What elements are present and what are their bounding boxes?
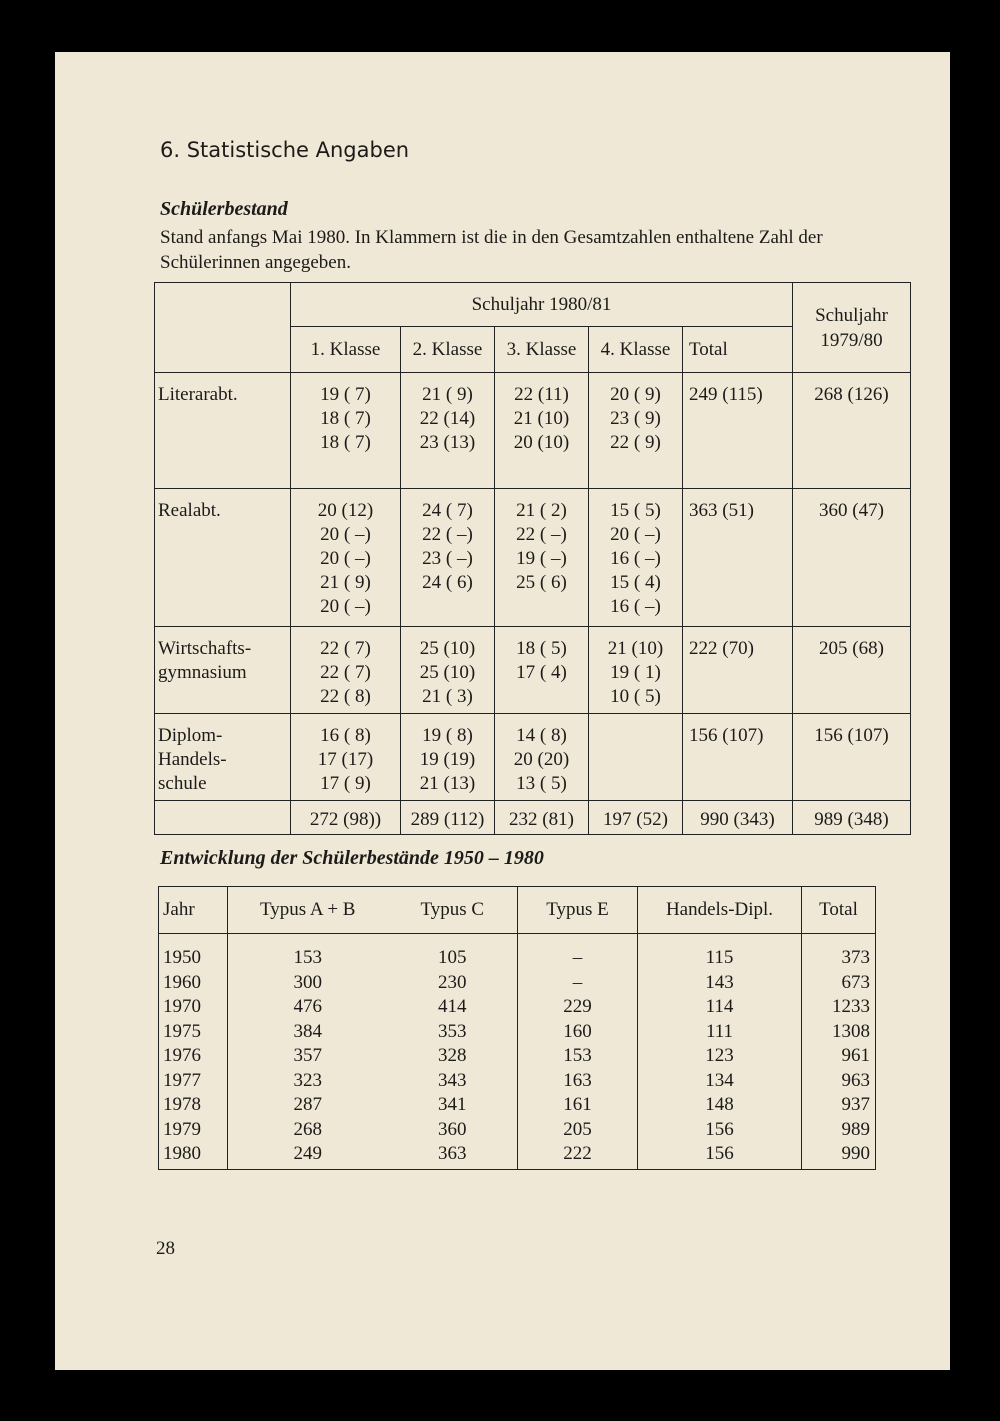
totals-label-cell: [155, 801, 291, 835]
document-page: [55, 52, 950, 1370]
col-header: Typus E: [518, 887, 638, 934]
cell-value: 22 ( 7): [320, 638, 371, 659]
value-cell: 353: [388, 1020, 518, 1045]
cell-value: 22 ( –): [516, 524, 567, 545]
value-cell: 105: [388, 934, 518, 971]
page-number: 28: [156, 1238, 175, 1259]
cell-value: 14 ( 8): [516, 725, 567, 746]
table-row: [155, 489, 911, 627]
row-total: 363 (51): [683, 489, 793, 627]
cell-value: 23 (13): [419, 432, 476, 453]
table-row: [159, 1069, 876, 1094]
col-header: 1. Klasse: [291, 327, 401, 373]
value-cell: 989: [802, 1118, 876, 1143]
total-cell: 989 (348): [793, 801, 911, 835]
cell-value: 19 ( 8): [422, 725, 473, 746]
value-cell: 287: [228, 1093, 388, 1118]
row-label: [155, 373, 291, 489]
value-cell: 123: [638, 1044, 802, 1069]
value-cell: 937: [802, 1093, 876, 1118]
class-cell: [291, 373, 401, 489]
cell-value: 21 (13): [419, 773, 476, 794]
row-total: 222 (70): [683, 627, 793, 714]
table-row: [159, 1093, 876, 1118]
cell-value: 21 ( 9): [320, 572, 371, 593]
row-prev-year: 156 (107): [793, 714, 911, 801]
class-cell: [589, 714, 683, 801]
cell-value: 22 (11): [514, 384, 569, 405]
table-row: [159, 1020, 876, 1045]
section-heading: 6. Statistische Angaben: [160, 138, 410, 162]
year-cell: 1970: [159, 995, 228, 1020]
cell-value: 19 (19): [419, 749, 476, 770]
class-cell: [589, 627, 683, 714]
cell-value: 25 (10): [419, 638, 476, 659]
value-cell: 229: [518, 995, 638, 1020]
col-header: Handels-Dipl.: [638, 887, 802, 934]
class-cell: [401, 489, 495, 627]
cell-value: 17 (17): [317, 749, 374, 770]
header-schuljahr-1980: Schuljahr 1980/81: [291, 283, 793, 327]
value-cell: 300: [228, 971, 388, 996]
value-cell: 384: [228, 1020, 388, 1045]
value-cell: 343: [388, 1069, 518, 1094]
table-row: [155, 714, 911, 801]
value-cell: –: [518, 971, 638, 996]
col-header: Jahr: [159, 887, 228, 934]
cell-value: 22 ( 8): [320, 686, 371, 707]
total-cell: 272 (98)): [291, 801, 401, 835]
value-cell: 205: [518, 1118, 638, 1143]
cell-value: 18 ( 7): [320, 432, 371, 453]
row-label-line: Wirtschafts-: [158, 638, 252, 659]
class-cell: [589, 373, 683, 489]
header-schuljahr-1979: Schuljahr 1979/80: [793, 283, 911, 373]
cell-value: 20 ( –): [320, 596, 371, 617]
table-row: [159, 1044, 876, 1069]
row-prev-year: 360 (47): [793, 489, 911, 627]
col-header: 3. Klasse: [495, 327, 589, 373]
table-row: [155, 373, 911, 489]
cell-value: 20 ( –): [320, 548, 371, 569]
cell-value: 15 ( 4): [610, 572, 661, 593]
intro-paragraph: Stand anfangs Mai 1980. In Klammern ist die in den Gesamtzahlen enthaltene Zahl der Schülerinnen angegeben.: [160, 227, 823, 273]
cell-value: 22 ( –): [422, 524, 473, 545]
total-cell: 197 (52): [589, 801, 683, 835]
value-cell: 114: [638, 995, 802, 1020]
value-cell: 963: [802, 1069, 876, 1094]
value-cell: 111: [638, 1020, 802, 1045]
cell-value: 13 ( 5): [516, 773, 567, 794]
value-cell: 341: [388, 1093, 518, 1118]
row-label-line: gymnasium: [158, 662, 247, 683]
cell-value: 21 (10): [513, 408, 570, 429]
row-label-line: Handels-: [158, 749, 227, 770]
cell-value: 25 ( 6): [516, 572, 567, 593]
total-cell: 990 (343): [683, 801, 793, 835]
cell-value: 18 ( 7): [320, 408, 371, 429]
cell-value: 18 ( 5): [516, 638, 567, 659]
col-header: 2. Klasse: [401, 327, 495, 373]
value-cell: –: [518, 934, 638, 971]
value-cell: 115: [638, 934, 802, 971]
year-cell: 1975: [159, 1020, 228, 1045]
value-cell: 961: [802, 1044, 876, 1069]
value-cell: 1233: [802, 995, 876, 1020]
value-cell: 230: [388, 971, 518, 996]
enrollment-table: [154, 282, 911, 835]
value-cell: 160: [518, 1020, 638, 1045]
corner-cell: [155, 283, 291, 373]
value-cell: 328: [388, 1044, 518, 1069]
cell-value: 23 ( 9): [610, 408, 661, 429]
value-cell: 373: [802, 934, 876, 971]
value-cell: 323: [228, 1069, 388, 1094]
value-cell: 161: [518, 1093, 638, 1118]
table-row: [159, 971, 876, 996]
cell-value: 20 (20): [513, 749, 570, 770]
class-cell: [291, 489, 401, 627]
table-row: [159, 995, 876, 1020]
row-total: 156 (107): [683, 714, 793, 801]
value-cell: 222: [518, 1142, 638, 1169]
cell-value: 16 ( 8): [320, 725, 371, 746]
cell-value: 17 ( 9): [320, 773, 371, 794]
value-cell: 673: [802, 971, 876, 996]
row-label: [155, 627, 291, 714]
cell-value: 22 (14): [419, 408, 476, 429]
cell-value: 21 ( 3): [422, 686, 473, 707]
row-label: [155, 489, 291, 627]
cell-value: 20 ( –): [320, 524, 371, 545]
class-cell: [495, 627, 589, 714]
cell-value: 16 ( –): [610, 548, 661, 569]
cell-value: 21 ( 2): [516, 500, 567, 521]
row-label: [155, 714, 291, 801]
cell-value: 24 ( 6): [422, 572, 473, 593]
cell-value: 22 ( 7): [320, 662, 371, 683]
col-header: Typus C: [388, 887, 518, 934]
cell-value: 20 (10): [513, 432, 570, 453]
cell-value: 25 (10): [419, 662, 476, 683]
cell-value: 21 (10): [607, 638, 664, 659]
total-cell: 232 (81): [495, 801, 589, 835]
class-cell: [291, 714, 401, 801]
value-cell: 1308: [802, 1020, 876, 1045]
cell-value: 24 ( 7): [422, 500, 473, 521]
cell-value: 23 ( –): [422, 548, 473, 569]
year-cell: 1979: [159, 1118, 228, 1143]
value-cell: 156: [638, 1142, 802, 1169]
year-cell: 1976: [159, 1044, 228, 1069]
year-cell: 1960: [159, 971, 228, 996]
table-row: [155, 627, 911, 714]
cell-value: 10 ( 5): [610, 686, 661, 707]
table-row: [159, 1142, 876, 1169]
cell-value: 21 ( 9): [422, 384, 473, 405]
col-header: 4. Klasse: [589, 327, 683, 373]
year-cell: 1950: [159, 934, 228, 971]
cell-value: 19 ( –): [516, 548, 567, 569]
value-cell: 153: [228, 934, 388, 971]
value-cell: 414: [388, 995, 518, 1020]
table-row: [159, 1118, 876, 1143]
cell-value: 15 ( 5): [610, 500, 661, 521]
class-cell: [495, 714, 589, 801]
value-cell: 360: [388, 1118, 518, 1143]
cell-value: 22 ( 9): [610, 432, 661, 453]
col-header: Total: [802, 887, 876, 934]
table-row: [159, 934, 876, 971]
class-cell: [495, 489, 589, 627]
class-cell: [291, 627, 401, 714]
row-label-line: schule: [158, 773, 207, 794]
development-table: [158, 886, 876, 1170]
year-cell: 1978: [159, 1093, 228, 1118]
col-header: Total: [683, 327, 793, 373]
subsection-heading: Schülerbestand: [160, 198, 288, 220]
cell-value: 19 ( 1): [610, 662, 661, 683]
cell-value: 17 ( 4): [516, 662, 567, 683]
value-cell: 363: [388, 1142, 518, 1169]
value-cell: 163: [518, 1069, 638, 1094]
row-label-line: Diplom-: [158, 725, 223, 746]
cell-value: 20 ( 9): [610, 384, 661, 405]
class-cell: [589, 489, 683, 627]
total-cell: 289 (112): [401, 801, 495, 835]
row-prev-year: 268 (126): [793, 373, 911, 489]
cell-value: 19 ( 7): [320, 384, 371, 405]
row-label-line: Literarabt.: [158, 384, 238, 405]
value-cell: 990: [802, 1142, 876, 1169]
value-cell: 156: [638, 1118, 802, 1143]
value-cell: 134: [638, 1069, 802, 1094]
year-cell: 1977: [159, 1069, 228, 1094]
cell-value: 16 ( –): [610, 596, 661, 617]
row-label-line: Realabt.: [158, 500, 221, 521]
row-prev-year: 205 (68): [793, 627, 911, 714]
class-cell: [495, 373, 589, 489]
value-cell: 153: [518, 1044, 638, 1069]
value-cell: 249: [228, 1142, 388, 1169]
col-header: Typus A + B: [228, 887, 388, 934]
row-total: 249 (115): [683, 373, 793, 489]
value-cell: 268: [228, 1118, 388, 1143]
year-cell: 1980: [159, 1142, 228, 1169]
cell-value: 20 (12): [317, 500, 374, 521]
value-cell: 148: [638, 1093, 802, 1118]
value-cell: 357: [228, 1044, 388, 1069]
value-cell: 476: [228, 995, 388, 1020]
class-cell: [401, 714, 495, 801]
cell-value: 20 ( –): [610, 524, 661, 545]
value-cell: 143: [638, 971, 802, 996]
development-table-title: Entwicklung der Schülerbestände 1950 – 1980: [160, 847, 544, 869]
class-cell: [401, 373, 495, 489]
class-cell: [401, 627, 495, 714]
